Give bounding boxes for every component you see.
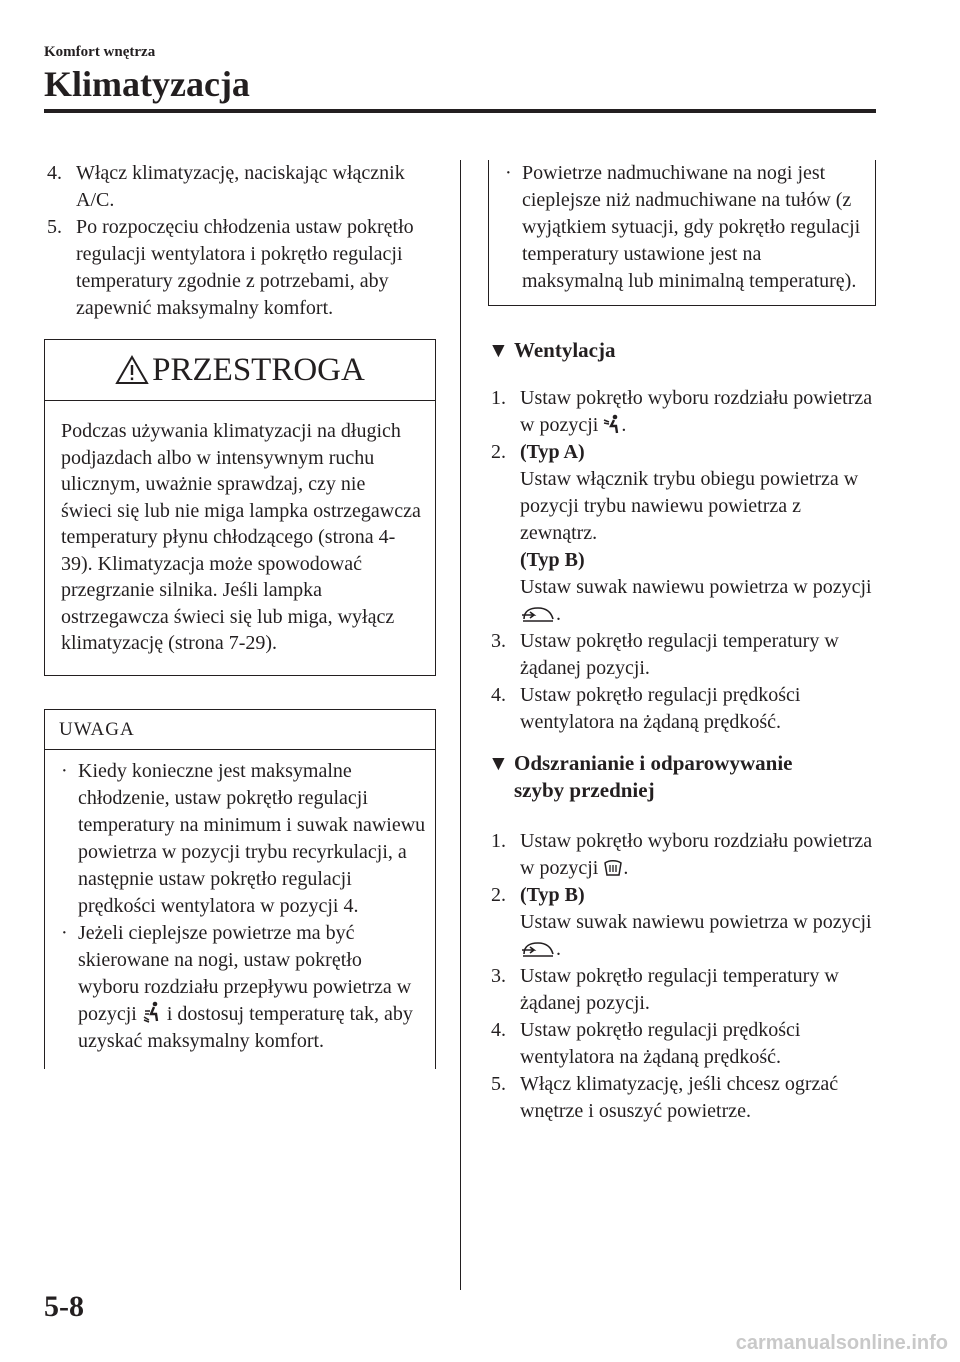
bullet-text: Kiedy konieczne jest maksymalne chłodzenie, ustaw pokrętło regulacji temperatury na minimum i suwak nawiewu powietrza w pozycji trybu recyrkulacji, a następnie ustaw pokrętło regulacji prędkości wentylatora w pozycji 4. [78,759,426,917]
step-3 [488,963,876,1017]
step-4 [488,1017,876,1071]
outside-air-icon [520,605,556,623]
right-column [488,160,876,1125]
step-text: Ustaw pokrętło regulacji prędkości wentylatora na żądaną prędkość. [520,1019,801,1068]
caution-header [45,340,435,401]
step-1: 1. Ustaw pokrętło wyboru rozdziału powietrza w pozycji . [491,387,873,436]
step-text-with-icon: Ustaw suwak nawiewu powietrza w pozycji . [520,576,872,625]
note-box [44,709,436,1069]
page-number: 5-8 [44,1290,84,1323]
type-a-label: (Typ A) [520,441,585,463]
step-text: Ustaw suwak nawiewu powietrza w pozycji [520,911,872,933]
step-number: 1. [491,387,506,409]
note-body [45,750,435,1069]
step-number: 4. [491,1019,506,1041]
step-2 [488,439,876,628]
step-text: Po rozpoczęciu chłodzenia ustaw pokrętło regulacji wentylatora i pokrętło regulacji temperatury zgodnie z potrzebami, aby zapewnić maksymalny komfort. [76,216,414,319]
step-number: 3. [491,630,506,652]
step-text: Ustaw suwak nawiewu powietrza w pozycji [520,576,872,598]
step-2 [488,882,876,963]
heading-wentylacja [488,337,876,364]
note-title: UWAGA [45,710,435,750]
warning-icon [115,355,149,385]
step-3 [488,628,876,682]
step-number: 2. [491,441,506,463]
step-5 [488,1071,876,1125]
triangle-icon: ▼ [488,338,509,362]
step-text: Włącz klimatyzację, naciskając włącznik A/C. [76,162,405,211]
column-divider [460,160,461,1290]
heading-text: szyby przedniej [514,778,655,802]
defrost-icon [603,859,623,877]
caution-body: Podczas używania klimatyzacji na długich podjazdach albo w intensywnym ruchu ulicznym, uważnie sprawdzaj, czy nie świeci się lub nie miga lampka ostrzegawcza temperatury płynu chłodzącego (strona 4-39). Klimatyzacja może spowodować przegrzanie silnika. Jeśli lampka ostrzegawcza świeci się lub miga, wyłącz klimatyzację (strona 7-29). [61,420,421,654]
vent-steps [488,385,876,736]
step-text: Włącz klimatyzację, jeśli chcesz ogrzać wnętrze i osuszyć powietrze. [520,1073,839,1122]
bullet-dot: · [61,759,68,782]
section-label: Komfort wnętrza [44,44,156,60]
step-text: Ustaw włącznik trybu obiegu powietrza w pozycji trybu nawiewu powietrza z zewnątrz. [520,468,859,544]
note-bullet [59,920,427,1055]
bullet-text: Jeżeli cieplejsze powietrze ma być skierowane na nogi, ustaw pokrętło wyboru rozdziału przepływu powietrza w pozycji [78,921,412,1025]
heading-text: Odszranianie i odparowywanie [514,751,793,775]
step-number: 3. [491,965,506,987]
step-text: Ustaw pokrętło wyboru rozdziału powietrza w pozycji [520,830,873,879]
type-b-label: (Typ B) [520,884,585,906]
step-number: 4. [491,684,506,706]
note-bullet [503,160,867,295]
title-rule [44,109,876,113]
bullet-text: i dostosuj temperaturę tak, aby uzyskać maksymalny komfort. [78,1002,413,1052]
defrost-steps [488,828,876,1125]
step-text: Ustaw pokrętło wyboru rozdziału powietrza w pozycji [520,387,873,436]
step-1: 1. Ustaw pokrętło wyboru rozdziału powietrza w pozycji . [491,830,873,879]
step-number: 4. [47,162,62,184]
outside-air-icon [520,940,556,958]
page-title: Klimatyzacja [44,64,250,104]
step-5 [44,214,436,322]
left-column [44,160,436,1069]
watermark: carmanualsonline.info [735,1332,948,1354]
step-number: 1. [491,830,506,852]
step-number: 2. [491,884,506,906]
caution-box [44,339,436,676]
step-number: 5. [491,1073,506,1095]
heading-odszranianie [488,750,876,804]
step-4 [488,682,876,736]
step-4 [44,160,436,214]
step-text: Ustaw pokrętło regulacji prędkości wentylatora na żądaną prędkość. [520,684,801,733]
face-vent-icon [603,414,621,434]
bullet-text: Powietrze nadmuchiwane na nogi jest cieplejsze niż nadmuchiwane na tułów (z wyjątkiem sytuacji, gdy pokrętło regulacji temperatury ustawione jest na maksymalną lub minimalną temperaturę). [522,162,861,292]
caution-title: PRZESTROGA [152,351,365,388]
step-text-with-icon: Ustaw suwak nawiewu powietrza w pozycji . [520,911,872,960]
step-text: Ustaw pokrętło regulacji temperatury w żądanej pozycji. [520,965,839,1014]
foot-vent-icon [142,1001,162,1023]
type-b-label: (Typ B) [520,549,585,571]
bullet-dot: · [61,921,68,944]
step-text: Ustaw pokrętło regulacji temperatury w żądanej pozycji. [520,630,839,679]
note-bullet [59,758,427,920]
triangle-icon: ▼ [488,751,509,775]
heading-text: Wentylacja [514,338,616,362]
step-number: 5. [47,216,62,238]
note-box-continued [488,160,876,306]
bullet-dot: · [505,162,512,184]
